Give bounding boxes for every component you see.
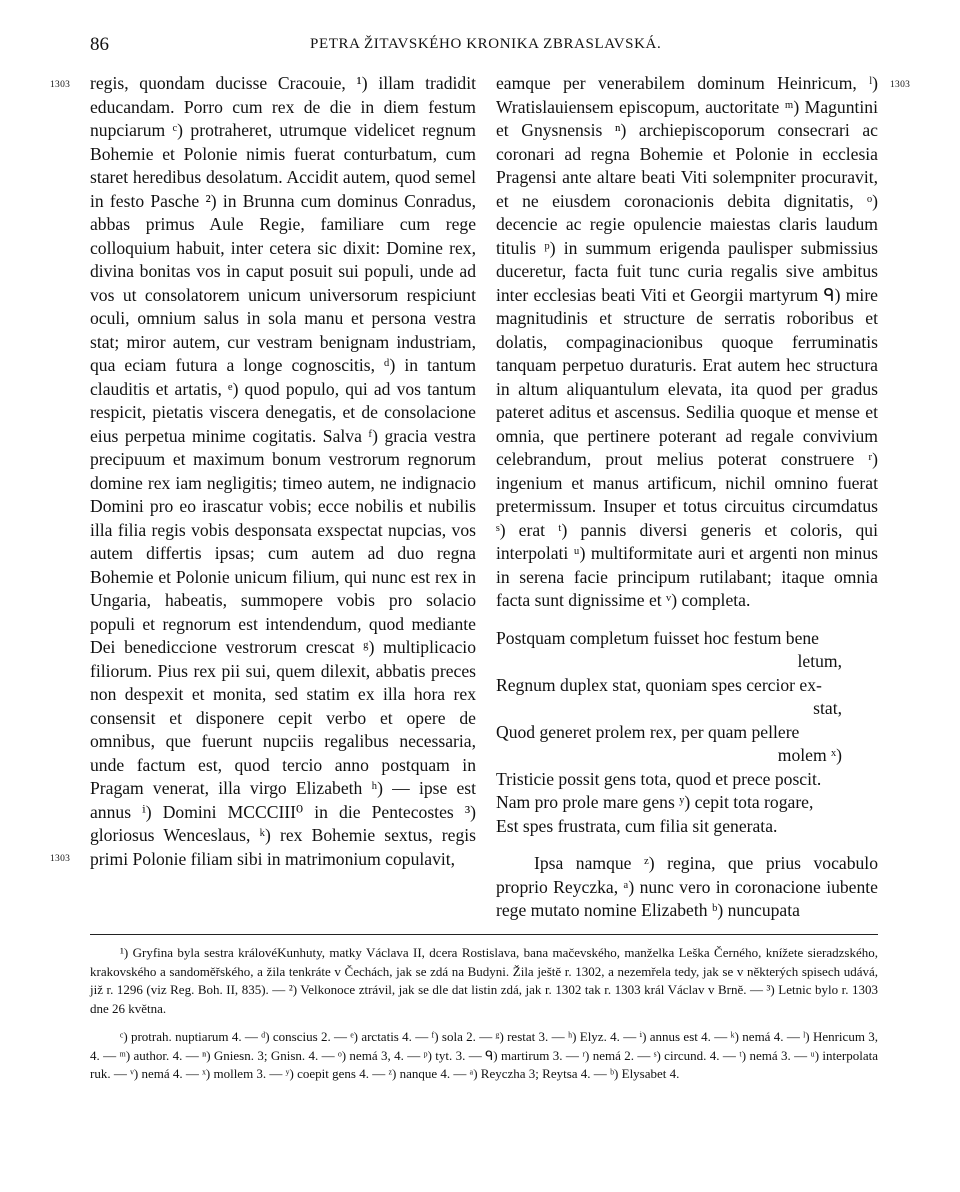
right-column bbox=[496, 72, 878, 923]
verse-continuation: letum, bbox=[797, 651, 842, 671]
footnote-divider bbox=[90, 934, 878, 935]
running-title: PETRA ŽITAVSKÉHO KRONIKA ZBRASLAVSKÁ. bbox=[310, 36, 662, 52]
verse-line: Postquam completum fuisset hoc festum bene bbox=[496, 627, 819, 648]
verse-line: Tristicie possit gens tota, quod et prece poscit. bbox=[496, 768, 822, 789]
verse-continuation: stat, bbox=[813, 698, 842, 718]
page-header bbox=[0, 34, 960, 58]
body-paragraph: eamque per venerabilem dominum Heinricum, ˡ) Wratislauiensem episcopum, auctoritate ᵐ) Maguntini et Gnysnensis ⁿ) archiepiscoporum consecrari ac coronari ad regna Bohemie et Polonie in ecclesia Pragensi ante altare beati Viti solempniter procuravit, et ne eiusdem coronacionis debita dignitatis, ᵒ) decencie ac regie opulencie maiestas claris laudum titulis ᵖ) in summum erigenda paulisper submissius duceretur, facta fuit tunc curia regalis sive ambitus inter ecclesias beati Viti et Georgii martyrum ᑫ) mire magnitudinis et structure de serratis roboribus et dolatis, compaginacionibus quoque ferruminatis tanquam perpetuo duraturis. Erat autem hec structura in altum aliquantulum elevata, ita quod per gradus pateret aditus et ascensus. Sedilia quoque et mense et omnia, que pertinere poterant ad regale convivium celebrandum, prout melius poterat construere ʳ) ingenium et manus artificum, nichil omnino fuerat pretermissum. Insuper et totus circuitus circumdatus ˢ) erat ᵗ) pannis diversi generis et coloris, qui interpolati ᵘ) multiformitate auri et argenti non minus in serena facie principum rutilabant; itaque omnia facta sunt dignissime et ᵛ) completa. bbox=[496, 73, 878, 610]
verse-line: Est spes frustrata, cum filia sit generata. bbox=[496, 815, 778, 836]
body-paragraph: regis, quondam ducisse Cracouie, ¹) illam tradidit educandam. Porro cum rex de die in diem festum nupciarum ᶜ) protraheret, utrumque videlicet regnum Bohemie et Polonie nimis fuerat conturbatum, cum staret heredibus desolatum. Accidit autem, quod semel in festo Pasche ²) in Brunna cum dominus Conradus, abbas primus Aule Regie, familiare cum rege colloquium habuit, inter cetera sic dixit: Domine rex, divina bonitas vos in caput posuit sui populi, unde ad vos ut consolatorem unicum universorum respiciunt oculi, omnium salus in sola manu et persona vestra stat; miror autem, cur vestram benignam industriam, qua eciam futura a longe cognoscitis, ᵈ) in tantum clauditis et artatis, ᵉ) quod populo, qui ad vos tantum respicit, pietatis viscera denegatis, et de consolacione eius perpetua minime cogitatis. Salva ᶠ) gracia vestra precipuum et maximum bonum vestrorum regnorum domine rex iam negligitis; timeo autem, ne indignacio Domini pro eo irascatur vobis; ecce nobilis et nubilis illa filia regis vobis desponsata exspectat nupcias, vos autem differtis ipsas; cum autem ad duo regna Bohemie et Polonie unicum filium, qui nunc est rex in Ungaria, habeatis, summopere vobis pro solacio populi et regnorum est intendendum, quod mediante Dei benediccione vestrorum crescat ᵍ) multiplicacio filiorum. Pius rex pii sui, quem dilexit, abbatis preces non despexit et monita, sed statim ex illa hora rex consensit et disponere cepit verbo et opere de omnibus, que fuerunt nupciis regalibus necessaria, unde factum est, quod tercio anno postquam in Pragam venerat, illa virgo Elizabeth ʰ) — ipse est annus ⁱ) Domini MCCCIII⁰ in die Pentecostes ³) gloriosus Wenceslaus, ᵏ) rex Bohemie sextus, regis primi Polonie filiam sibi in matrimonium copulavit, bbox=[90, 73, 476, 869]
verse-block bbox=[496, 627, 878, 839]
footnote-variants: ᶜ) protrah. nuptiarum 4. — ᵈ) conscius 2. — ᵉ) arctatis 4. — ᶠ) sola 2. — ᵍ) restat 3. — ʰ) Elyz. 4. — ⁱ) annus est 4. — ᵏ) nemá 4. — ˡ) Henricum 3, 4. — ᵐ) author. 4. — ⁿ) Gniesn. 3; Gnisn. 4. — ᵒ) nemá 3, 4. — ᵖ) tyt. 3. — ᑫ) martirum 3. — ʳ) nemá 2. — ˢ) circund. 4. — ᵗ) nemá 3. — ᵘ) interpolata ruk. — ᵛ) nemá 4. — ˣ) mollem 3. — ʸ) coepit gens 4. — ᶻ) nanque 4. — ᵃ) Reyczha 3; Reytsa 4. — ᵇ) Elysabet 4. bbox=[90, 1029, 878, 1081]
margin-year-note: 1303 bbox=[50, 80, 71, 90]
body-paragraph: Ipsa namque ᶻ) regina, que prius vocabulo proprio Reyczka, ᵃ) nunc vero in coronacione iubente rege mutato nomine Elizabeth ᵇ) nuncupata bbox=[496, 853, 878, 920]
margin-year-note: 1303 bbox=[890, 80, 911, 90]
margin-year-note: 1303 bbox=[50, 854, 71, 864]
verse-line: Nam pro prole mare gens ʸ) cepit tota rogare, bbox=[496, 792, 814, 812]
verse-line: Regnum duplex stat, quoniam spes cercior ex- bbox=[496, 674, 822, 695]
left-column bbox=[90, 72, 476, 871]
verse-line: Quod generet prolem rex, per quam pellere bbox=[496, 721, 800, 742]
verse-continuation: molem ˣ) bbox=[777, 745, 842, 765]
page-number: 86 bbox=[90, 34, 109, 55]
footnotes bbox=[90, 944, 878, 1084]
footnote-numbered: ¹) Gryfina byla sestra královéKunhuty, matky Václava II, dcera Rostislava, bana mačevského, manželka Leška Černého, knížete sieradzského, krakovského a sandoměřského, a žila tenkráte v Čechách, jak se zdá na Budyni. Žila ještě r. 1302, a nezemřela tedy, jak se v některých spisech udává, již r. 1296 (viz Reg. Boh. II, 835). — ²) Velkonoce ztrávil, jak se dle dat listin zdá, jak r. 1302 tak r. 1303 král Václav v Brně. — ³) Letnic bylo r. 1303 dne 26 května. bbox=[90, 945, 878, 1016]
